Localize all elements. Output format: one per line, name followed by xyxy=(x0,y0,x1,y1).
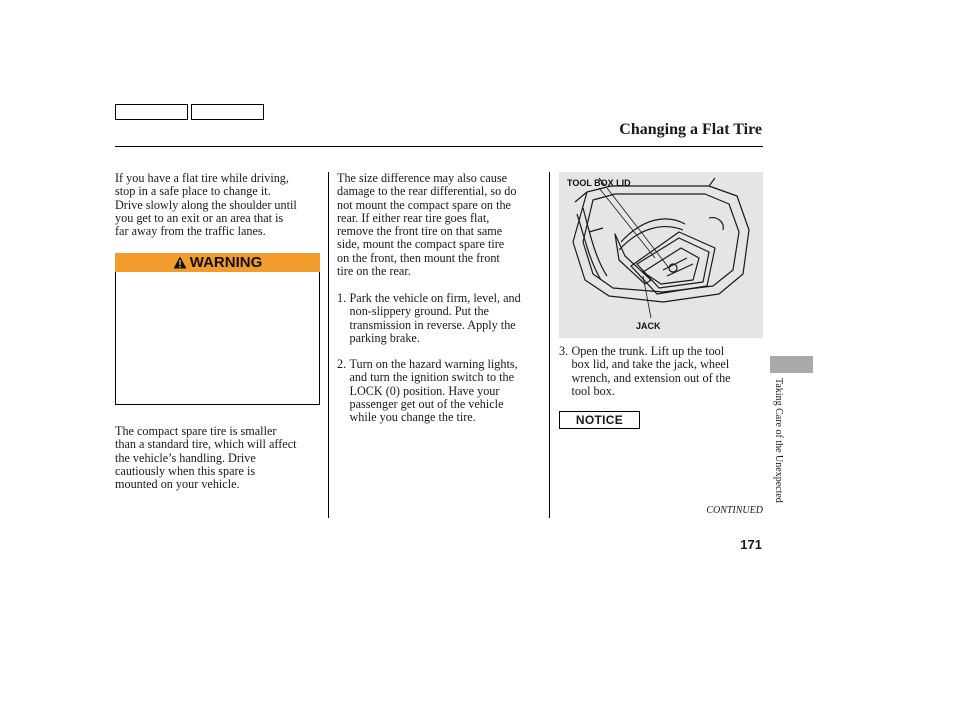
step-1-text: Park the vehicle on firm, level, and non-slippery ground. Put the transmission in reverse. Apply the parking brake. xyxy=(349,291,521,345)
step-2-text: Turn on the hazard warning lights, and turn the ignition switch to the LOCK (0) position. Have your passenger get out of the vehicle while you change the tire. xyxy=(349,357,518,425)
warning-label: WARNING xyxy=(189,254,263,271)
step-2-number: 2. xyxy=(337,357,347,371)
column-divider-1 xyxy=(328,172,329,518)
notice-box: NOTICE xyxy=(559,411,640,429)
header-tab-box-1 xyxy=(115,104,188,120)
trunk-toolbox-drawing xyxy=(559,172,763,338)
warning-header xyxy=(115,253,320,272)
warning-triangle-icon xyxy=(173,256,187,269)
column-divider-2 xyxy=(549,172,550,518)
compact-spare-paragraph: The compact spare tire is smaller than a standard tire, which will affect the vehicle’s handling. Drive cautiously when this spare is mounted on your vehicle. xyxy=(115,424,297,492)
page-number: 171 xyxy=(740,537,762,552)
header-tab-box-2 xyxy=(191,104,264,120)
figure-label-jack: JACK xyxy=(636,321,661,331)
step-3-text: Open the trunk. Lift up the tool box lid, and take the jack, wheel wrench, and extension out of the tool box. xyxy=(571,344,731,398)
section-side-label: Taking Care of the Unexpected xyxy=(773,378,784,503)
step-3-number: 3. xyxy=(559,344,569,358)
intro-paragraph: If you have a flat tire while driving, stop in a safe place to change it. Drive slowly along the shoulder until you get to an exit or an area that is far away from the traffic lanes. xyxy=(115,171,297,239)
trunk-illustration xyxy=(559,172,763,338)
warning-box xyxy=(115,272,320,405)
figure-label-tool-box-lid: TOOL BOX LID xyxy=(567,178,631,188)
size-difference-paragraph: The size difference may also cause damage to the rear differential, so do not mount the compact spare on the rear. If either rear tire goes flat, remove the front tire on that same side, mount the compact spare tire on the front, then mount the front tire on the rear. xyxy=(337,171,517,279)
title-rule xyxy=(115,146,763,147)
continued-label: CONTINUED xyxy=(706,505,763,516)
page-title: Changing a Flat Tire xyxy=(619,121,762,138)
section-side-tab xyxy=(770,356,813,373)
step-1-number: 1. xyxy=(337,291,347,305)
